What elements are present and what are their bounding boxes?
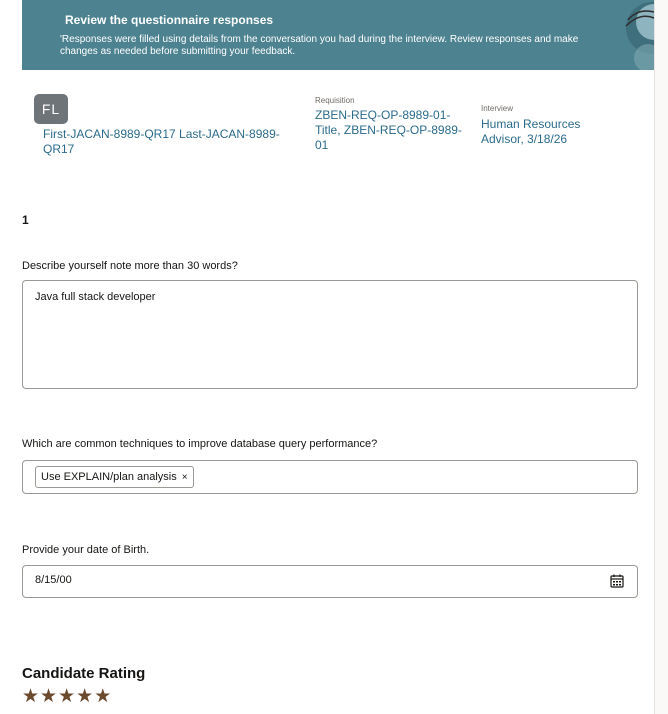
date-value: 8/15/00 <box>35 574 72 586</box>
candidate-rating-stars[interactable] <box>22 686 111 708</box>
requisition-label: Requisition <box>315 96 355 105</box>
question-3-label: Provide your date of Birth. <box>22 544 150 556</box>
star-icon[interactable]: ★ <box>76 686 94 707</box>
decorative-art-icon <box>618 0 654 70</box>
question-2-label: Which are common techniques to improve database query performance? <box>22 438 378 450</box>
candidate-avatar: FL <box>34 94 68 124</box>
section-number: 1 <box>22 213 29 227</box>
star-icon[interactable]: ★ <box>22 686 40 707</box>
calendar-icon[interactable] <box>609 573 625 589</box>
date-of-birth-input[interactable] <box>22 565 638 598</box>
interview-link[interactable]: Human Resources Advisor, 3/18/26 <box>481 117 581 146</box>
selected-option-chip <box>35 466 194 488</box>
banner-description: 'Responses were filled using details from the conversation you had during the interview. Review responses and make changes as needed before submitting your feedback. <box>60 34 579 57</box>
banner-title: Review the questionnaire responses <box>65 13 274 27</box>
question-2-multiselect[interactable] <box>22 460 638 494</box>
question-1-answer-textarea[interactable]: Java full stack developer <box>22 280 638 389</box>
candidate-name-link[interactable]: First-JACAN-8989-QR17 Last-JACAN-8989-QR17 <box>43 127 280 156</box>
candidate-rating-title: Candidate Rating <box>22 665 146 682</box>
chip-label: Use EXPLAIN/plan analysis <box>41 471 177 483</box>
star-icon[interactable]: ★ <box>40 686 58 707</box>
side-panel-edge <box>654 0 668 714</box>
interview-label: Interview <box>481 104 514 113</box>
star-icon[interactable]: ★ <box>94 686 112 707</box>
requisition-link[interactable]: ZBEN-REQ-OP-8989-01-Title, ZBEN-REQ-OP-8989-01 <box>315 108 462 152</box>
star-icon[interactable]: ★ <box>58 686 76 707</box>
question-1-label: Describe yourself note more than 30 words? <box>22 260 238 272</box>
remove-chip-icon[interactable]: × <box>181 471 188 483</box>
info-banner <box>22 0 654 70</box>
